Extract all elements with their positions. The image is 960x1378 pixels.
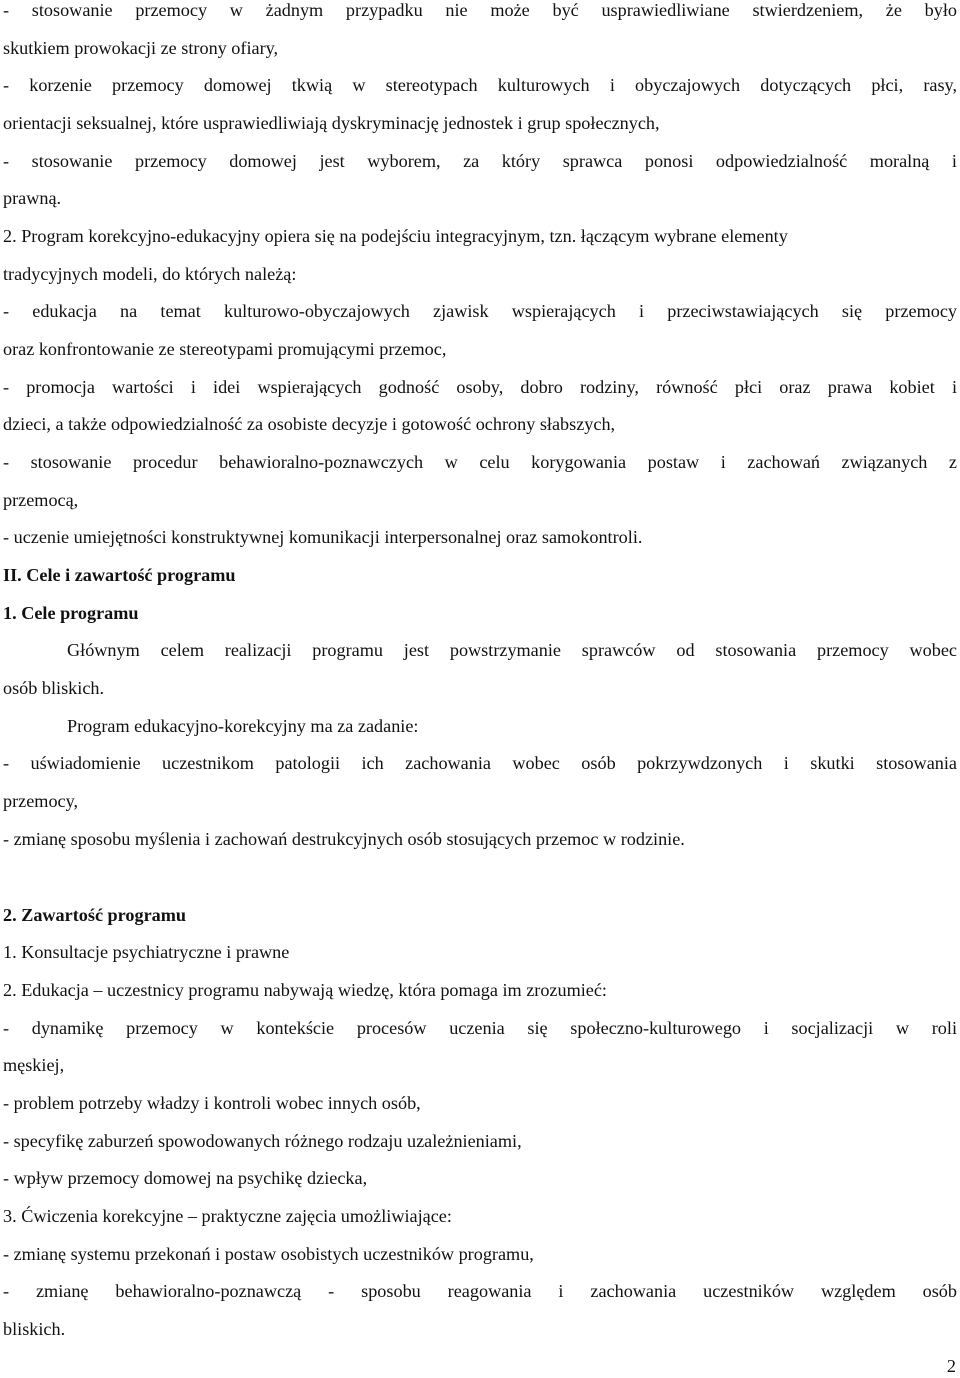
text-line: Głównym celem realizacji programu jest powstrzymanie sprawców od stosowania przemocy wobec [67,640,957,660]
text-line: - promocja wartości i idei wspierających godność osoby, dobro rodziny, równość płci oraz prawa kobiet i [3,377,957,397]
text-line: - korzenie przemocy domowej tkwią w stereotypach kulturowych i obyczajowych dotyczących płci, rasy, [3,75,957,95]
text-line: - edukacja na temat kulturowo-obyczajowych zjawisk wspierających i przeciwstawiających się przemocy [3,301,957,321]
text-line: orientacji seksualnej, które usprawiedliwiają dyskryminację jednostek i grup społecznych, [3,113,660,133]
text-line: męskiej, [3,1055,65,1075]
subsection-heading: 2. Zawartość programu [3,905,187,925]
text-line: - zmianę sposobu myślenia i zachowań destrukcyjnych osób stosujących przemoc w rodzinie. [3,829,685,849]
text-line: skutkiem prowokacji ze strony ofiary, [3,38,279,58]
text-line: - uczenie umiejętności konstruktywnej komunikacji interpersonalnej oraz samokontroli. [3,527,643,547]
text-line: 2. Edukacja – uczestnicy programu nabywają wiedzę, która pomaga im zrozumieć: [3,980,607,1000]
text-line: osób bliskich. [3,678,105,698]
text-line: 1. Konsultacje psychiatryczne i prawne [3,942,290,962]
text-line: - stosowanie przemocy w żadnym przypadku nie może być usprawiedliwiane stwierdzeniem, że było [3,0,957,20]
text-line: 3. Ćwiczenia korekcyjne – praktyczne zajęcia umożliwiające: [3,1206,452,1226]
page-number: 2 [946,1356,956,1376]
text-line: - stosowanie przemocy domowej jest wyborem, za który sprawca ponosi odpowiedzialność moralną i [3,151,957,171]
text-line: bliskich. [3,1319,66,1339]
section-heading: II. Cele i zawartość programu [3,565,236,585]
text-line: przemocy, [3,791,79,811]
text-line: - wpływ przemocy domowej na psychikę dziecka, [3,1168,368,1188]
text-line: Program edukacyjno-korekcyjny ma za zadanie: [67,716,419,736]
text-line: - uświadomienie uczestnikom patologii ich zachowania wobec osób pokrzywdzonych i skutki stosowania [3,753,957,773]
text-line: tradycyjnych modeli, do których należą: [3,264,297,284]
text-line: oraz konfrontowanie ze stereotypami promującymi przemoc, [3,339,447,359]
text-line: 2. Program korekcyjno-edukacyjny opiera się na podejściu integracyjnym, tzn. łączącym wybrane elementy [3,226,788,246]
text-line: - specyfikę zaburzeń spowodowanych różnego rodzaju uzależnieniami, [3,1131,522,1151]
text-line: dzieci, a także odpowiedzialność za osobiste decyzje i gotowość ochrony słabszych, [3,414,616,434]
text-line: przemocą, [3,490,79,510]
subsection-heading: 1. Cele programu [3,603,139,623]
text-line: - problem potrzeby władzy i kontroli wobec innych osób, [3,1093,421,1113]
text-line: - dynamikę przemocy w kontekście procesów uczenia się społeczno-kulturowego i socjalizacji w roli [3,1018,957,1038]
text-line: - stosowanie procedur behawioralno-poznawczych w celu korygowania postaw i zachowań związanych z [3,452,957,472]
text-line: prawną. [3,188,62,208]
text-line: - zmianę systemu przekonań i postaw osobistych uczestników programu, [3,1244,534,1264]
text-line: - zmianę behawioralno-poznawczą - sposobu reagowania i zachowania uczestników względem osób [3,1281,957,1301]
